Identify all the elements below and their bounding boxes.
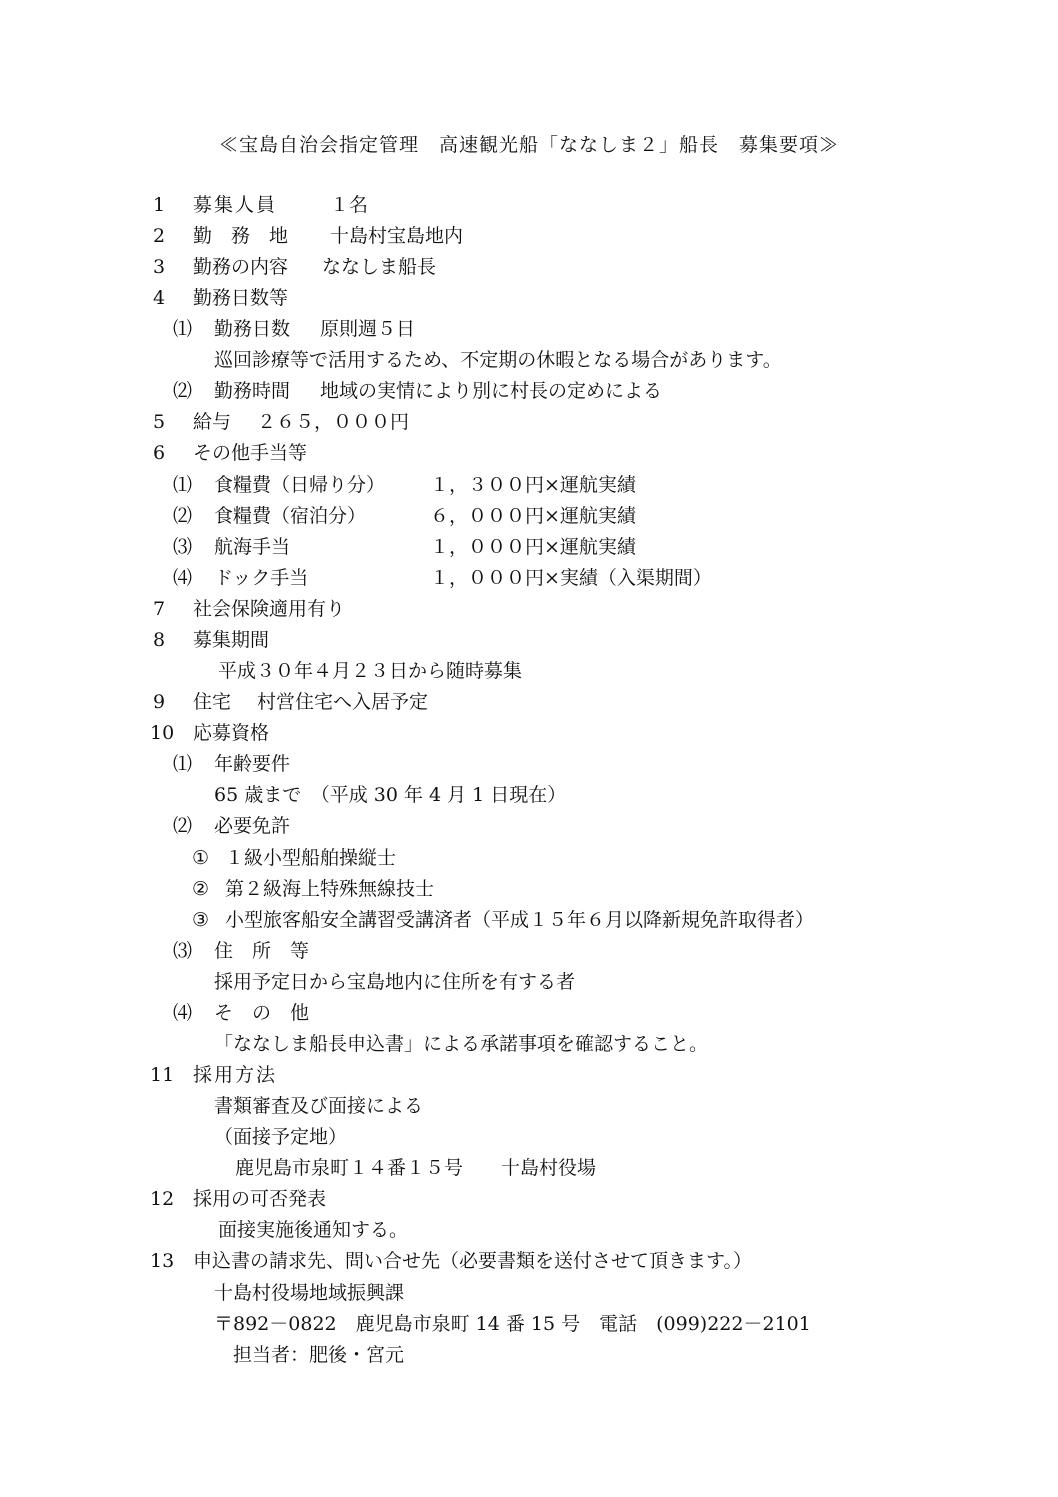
selection-method-value: 書類審査及び面接による [214, 1095, 424, 1117]
job-content-label: 勤務の内容 [193, 256, 289, 278]
salary-value: ２６５，０００円 [257, 411, 410, 433]
item-number: 1 [153, 194, 166, 216]
allowance-value: １，３００円×運航実績 [430, 474, 636, 496]
sub-item-number: ⑷ [173, 567, 193, 589]
address-requirement-label: 住 所 等 [214, 940, 310, 962]
work-days-value: 原則週５日 [320, 318, 416, 340]
item-number: 3 [153, 256, 166, 278]
other-requirement-label: そ の 他 [214, 1002, 310, 1024]
license-number: ① [192, 847, 210, 869]
interview-venue: 鹿児島市泉町１４番１５号 十島村役場 [235, 1157, 597, 1179]
sub-item-number: ⑴ [173, 474, 193, 496]
item-number: 7 [153, 598, 166, 620]
other-requirement-value: 「ななしま船長申込書」による承諾事項を確認すること。 [214, 1033, 709, 1055]
sub-item-number: ⑵ [173, 815, 193, 837]
salary-label: 給与 [193, 411, 232, 433]
item-number: 5 [153, 411, 166, 433]
sub-item-number: ⑶ [173, 940, 193, 962]
item-number: 4 [153, 287, 166, 309]
inquiry-contact: 担当者：肥後・宮元 [233, 1344, 405, 1366]
result-announcement-label: 採用の可否発表 [193, 1188, 327, 1210]
social-insurance: 社会保険適用有り [193, 598, 346, 620]
item-number: 2 [153, 225, 166, 247]
address-requirement-value: 採用予定日から宝島地内に住所を有する者 [214, 971, 576, 993]
license-item: １級小型船舶操縦士 [225, 847, 397, 869]
recruit-count-label: 募集人員 [193, 194, 278, 216]
sub-item-number: ⑵ [173, 505, 193, 527]
item-number: 12 [150, 1188, 175, 1210]
license-item: 小型旅客船安全講習受講済者（平成１５年６月以降新規免許取得者） [225, 909, 815, 931]
license-number: ② [192, 878, 210, 900]
item-number: 11 [150, 1064, 175, 1086]
result-announcement-value: 面接実施後通知する。 [218, 1219, 409, 1241]
sub-item-number: ⑶ [173, 536, 193, 558]
license-number: ③ [192, 909, 210, 931]
allowances-heading: その他手当等 [193, 442, 308, 464]
recruit-period-label: 募集期間 [193, 629, 270, 651]
allowance-value: １，０００円×運航実績 [430, 536, 636, 558]
recruit-period-value: 平成３０年４月２３日から随時募集 [218, 660, 523, 682]
sub-item-number: ⑷ [173, 1002, 193, 1024]
work-hours-label: 勤務時間 [214, 380, 291, 402]
work-days-label: 勤務日数 [214, 318, 291, 340]
workplace-label: 勤 務 地 [193, 225, 289, 247]
selection-method-label: 採用方法 [193, 1064, 278, 1086]
item-number: 13 [150, 1250, 175, 1272]
sub-item-number: ⑴ [173, 753, 193, 775]
qualifications-heading: 応募資格 [193, 722, 270, 744]
work-days-note: 巡回診療等で活用するため、不定期の休暇となる場合があります。 [214, 349, 782, 371]
work-days-heading: 勤務日数等 [193, 287, 289, 309]
inquiry-label: 申込書の請求先、問い合せ先（必要書類を送付させて頂きます。） [193, 1250, 752, 1272]
item-number: 10 [150, 722, 175, 744]
inquiry-department: 十島村役場地域振興課 [214, 1282, 405, 1304]
item-number: 9 [153, 691, 166, 713]
allowance-value: ６，０００円×運航実績 [430, 505, 636, 527]
allowance-label: 食糧費（宿泊分） [214, 505, 367, 527]
workplace-value: 十島村宝島地内 [330, 225, 464, 247]
allowance-label: ドック手当 [214, 567, 309, 589]
allowance-label: 食糧費（日帰り分） [214, 474, 386, 496]
job-content-value: ななしま船長 [322, 256, 437, 278]
interview-venue-label: （面接予定地） [214, 1126, 348, 1148]
sub-item-number: ⑴ [173, 318, 193, 340]
age-requirement-value: 65 歳まで （平成 30 年 4 月 1 日現在） [214, 784, 567, 806]
item-number: 6 [153, 442, 166, 464]
allowance-value: １，０００円×実績（入渠期間） [430, 567, 712, 589]
license-item: 第２級海上特殊無線技士 [225, 878, 435, 900]
housing-value: 村営住宅へ入居予定 [257, 691, 429, 713]
sub-item-number: ⑵ [173, 380, 193, 402]
housing-label: 住宅 [193, 691, 232, 713]
work-hours-value: 地域の実情により別に村長の定めによる [320, 380, 663, 402]
item-number: 8 [153, 629, 166, 651]
age-requirement-label: 年齢要件 [214, 753, 291, 775]
inquiry-address: 〒892－0822 鹿児島市泉町 14 番 15 号 電話 (099)222－2101 [214, 1313, 811, 1335]
document-title: ≪宝島自治会指定管理 高速観光船「ななしま２」船長 募集要項≫ [218, 134, 839, 156]
licenses-label: 必要免許 [214, 815, 291, 837]
allowance-label: 航海手当 [214, 536, 291, 558]
recruit-count-value: １名 [330, 194, 369, 216]
